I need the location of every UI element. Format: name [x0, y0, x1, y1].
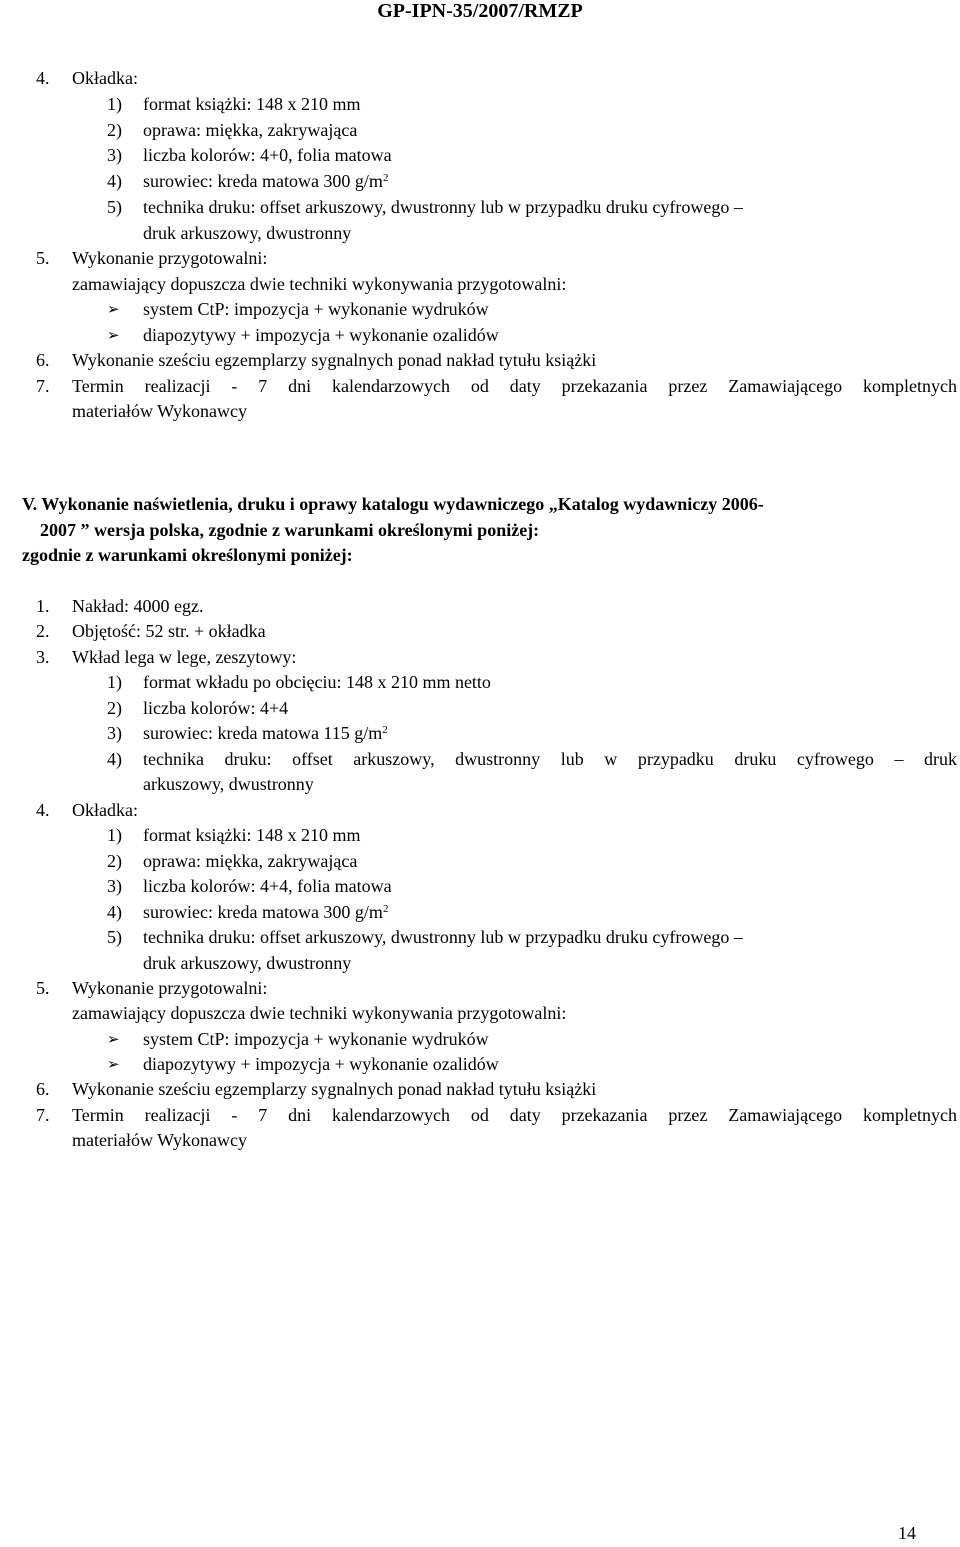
sublist-text: technika druku: offset arkuszowy, dwustronny lub w przypadku druku cyfrowego – druk: [143, 749, 957, 769]
superscript: 2: [382, 724, 388, 736]
sublist-text-continued: arkuszowy, dwustronny: [143, 774, 314, 794]
list-text: Wykonanie sześciu egzemplarzy sygnalnych ponad nakład tytułu książki: [72, 350, 597, 370]
list-text: Termin realizacji - 7 dni kalendarzowych od daty przekazania przez Zamawiającego kompletnych: [72, 376, 957, 396]
list-number: 4.: [36, 800, 50, 820]
superscript: 2: [382, 903, 389, 915]
sublist-number: 5): [107, 197, 122, 217]
sublist-number: 4): [107, 171, 122, 191]
sublist-number: 2): [107, 851, 122, 871]
bullet-text: diapozytywy + impozycja + wykonanie ozalidów: [143, 325, 499, 345]
arrowhead-bullet-icon: ➢: [107, 1030, 120, 1048]
arrowhead-bullet-icon: ➢: [107, 1055, 120, 1073]
bullet-text: system CtP: impozycja + wykonanie wydruków: [143, 299, 489, 319]
prep-description: zamawiający dopuszcza dwie techniki wykonywania przygotowalni:: [72, 1003, 567, 1023]
list-number: 2.: [36, 621, 50, 641]
sublist-text: oprawa: miękka, zakrywająca: [143, 120, 358, 140]
document-header: GP-IPN-35/2007/RMZP: [377, 0, 583, 22]
sublist-number: 2): [107, 698, 122, 718]
sublist-text: [143, 721, 388, 747]
sublist-number: 4): [107, 749, 122, 769]
section-heading-line: V. Wykonanie naświetlenia, druku i oprawy katalogu wydawniczego „Katalog wydawniczy 2006-: [22, 494, 764, 514]
bullet-text: diapozytywy + impozycja + wykonanie ozalidów: [143, 1054, 499, 1074]
list-number: 6.: [36, 1079, 50, 1099]
sublist-number: 1): [107, 672, 122, 692]
sublist-text: oprawa: miękka, zakrywająca: [143, 851, 358, 871]
sublist-number: 3): [107, 723, 122, 743]
list-number: 7.: [36, 376, 50, 396]
section-heading-line: 2007 ” wersja polska, zgodnie z warunkami określonymi poniżej:: [40, 520, 540, 540]
list-text: Wykonanie sześciu egzemplarzy sygnalnych ponad nakład tytułu książki: [72, 1079, 597, 1099]
sublist-text-main: surowiec: kreda matowa 300 g/m: [143, 902, 383, 922]
prep-heading: Wykonanie przygotowalni:: [72, 248, 268, 268]
list-number: 1.: [36, 596, 50, 616]
sublist-text-continued: druk arkuszowy, dwustronny: [143, 223, 352, 243]
sublist-text: [143, 900, 388, 926]
list-number: 5.: [36, 248, 50, 268]
arrowhead-bullet-icon: ➢: [107, 326, 120, 344]
prep-heading: Wykonanie przygotowalni:: [72, 978, 268, 998]
sublist-text: technika druku: offset arkuszowy, dwustronny lub w przypadku druku cyfrowego –: [143, 927, 743, 947]
sublist-text: [143, 169, 388, 195]
list-number: 4.: [36, 68, 50, 88]
page-number: 14: [898, 1523, 916, 1543]
list-number: 6.: [36, 350, 50, 370]
arrowhead-bullet-icon: ➢: [107, 300, 120, 318]
prep-description: zamawiający dopuszcza dwie techniki wykonywania przygotowalni:: [72, 274, 567, 294]
sublist-number: 2): [107, 120, 122, 140]
cover-heading: Okładka:: [72, 800, 138, 820]
list-text: Nakład: 4000 egz.: [72, 596, 204, 616]
bullet-text: system CtP: impozycja + wykonanie wydruków: [143, 1029, 489, 1049]
sublist-text: format książki: 148 x 210 mm: [143, 825, 361, 845]
sublist-number: 1): [107, 94, 122, 114]
sublist-text-main: surowiec: kreda matowa 300 g/m: [143, 171, 383, 191]
list-number: 3.: [36, 647, 50, 667]
list-text: Objętość: 52 str. + okładka: [72, 621, 266, 641]
sublist-number: 3): [107, 876, 122, 896]
sublist-text: technika druku: offset arkuszowy, dwustronny lub w przypadku druku cyfrowego –: [143, 197, 743, 217]
insert-heading: Wkład lega w lege, zeszytowy:: [72, 647, 297, 667]
list-text-continued: materiałów Wykonawcy: [72, 1130, 248, 1150]
sublist-text-continued: druk arkuszowy, dwustronny: [143, 953, 352, 973]
sublist-text: format wkładu po obcięciu: 148 x 210 mm netto: [143, 672, 491, 692]
superscript: 2: [382, 172, 389, 184]
list-text: Termin realizacji - 7 dni kalendarzowych od daty przekazania przez Zamawiającego kompletnych: [72, 1105, 957, 1125]
sublist-text: liczba kolorów: 4+4, folia matowa: [143, 876, 392, 896]
cover-heading: Okładka:: [72, 68, 138, 88]
sublist-text-main: surowiec: kreda matowa 115 g/m: [143, 723, 383, 743]
list-number: 7.: [36, 1105, 50, 1125]
list-text-continued: materiałów Wykonawcy: [72, 401, 248, 421]
sublist-number: 1): [107, 825, 122, 845]
section-heading-line: zgodnie z warunkami określonymi poniżej:: [22, 545, 353, 565]
list-number: 5.: [36, 978, 50, 998]
sublist-text: liczba kolorów: 4+4: [143, 698, 289, 718]
sublist-number: 3): [107, 145, 122, 165]
sublist-text: format książki: 148 x 210 mm: [143, 94, 361, 114]
sublist-number: 5): [107, 927, 122, 947]
sublist-text: liczba kolorów: 4+0, folia matowa: [143, 145, 392, 165]
sublist-number: 4): [107, 902, 122, 922]
